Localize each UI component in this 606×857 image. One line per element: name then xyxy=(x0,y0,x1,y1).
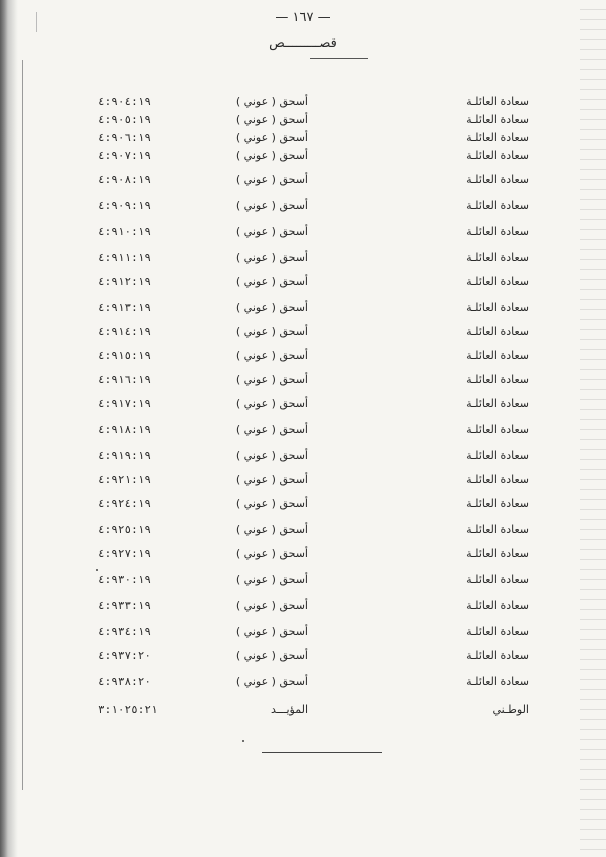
ink-dot xyxy=(242,740,244,742)
record-row xyxy=(0,324,606,349)
record-value: ٤:٩٠٥:١٩ xyxy=(98,113,151,126)
record-row xyxy=(0,448,606,473)
record-row xyxy=(0,572,606,597)
total-party-name: الوطـني xyxy=(492,703,529,716)
record-row xyxy=(0,496,606,521)
party-name: سعادة العائلـة xyxy=(466,473,529,486)
record-row xyxy=(0,598,606,623)
record-row xyxy=(0,674,606,699)
record-row xyxy=(0,422,606,447)
party-name: سعادة العائلـة xyxy=(466,275,529,288)
candidate-name: أسحق ( عوني ) xyxy=(235,547,308,560)
record-row xyxy=(0,198,606,223)
candidate-name: أسحق ( عوني ) xyxy=(235,301,308,314)
record-value: ٤:٩١٣:١٩ xyxy=(98,301,151,314)
candidate-name: أسحق ( عوني ) xyxy=(235,373,308,386)
record-row xyxy=(0,372,606,397)
record-value: ٤:٩١٤:١٩ xyxy=(98,325,151,338)
candidate-name: أسحق ( عوني ) xyxy=(235,131,308,144)
record-row xyxy=(0,648,606,673)
candidate-name: أسحق ( عوني ) xyxy=(235,95,308,108)
total-value: ٣:١٠٢٥:٢١ xyxy=(98,703,158,716)
party-name: سعادة العائلـة xyxy=(466,423,529,436)
record-row xyxy=(0,148,606,173)
party-name: سعادة العائلـة xyxy=(466,325,529,338)
record-value: ٤:٩٣٣:١٩ xyxy=(98,599,151,612)
party-name: سعادة العائلـة xyxy=(466,649,529,662)
record-value: ٤:٩٣٠:١٩ xyxy=(98,573,151,586)
record-value: ٤:٩٢١:١٩ xyxy=(98,473,151,486)
candidate-name: أسحق ( عوني ) xyxy=(235,173,308,186)
candidate-name: أسحق ( عوني ) xyxy=(235,523,308,536)
record-value: ٤:٩١٥:١٩ xyxy=(98,349,151,362)
record-row xyxy=(0,546,606,571)
candidate-name: أسحق ( عوني ) xyxy=(235,199,308,212)
party-name: سعادة العائلـة xyxy=(466,497,529,510)
party-name: سعادة العائلـة xyxy=(466,113,529,126)
record-value: ٤:٩٠٧:١٩ xyxy=(98,149,151,162)
party-name: سعادة العائلـة xyxy=(466,149,529,162)
record-row xyxy=(0,250,606,275)
party-name: سعادة العائلـة xyxy=(466,301,529,314)
candidate-name: أسحق ( عوني ) xyxy=(235,275,308,288)
record-row xyxy=(0,274,606,299)
candidate-name: أسحق ( عوني ) xyxy=(235,251,308,264)
record-row xyxy=(0,224,606,249)
record-value: ٤:٩١٦:١٩ xyxy=(98,373,151,386)
party-name: سعادة العائلـة xyxy=(466,675,529,688)
record-value: ٤:٩٠٨:١٩ xyxy=(98,173,151,186)
record-row xyxy=(0,172,606,197)
record-value: ٤:٩٣٨:٢٠ xyxy=(98,675,151,688)
candidate-name: أسحق ( عوني ) xyxy=(235,675,308,688)
candidate-name: أسحق ( عوني ) xyxy=(235,473,308,486)
party-name: سعادة العائلـة xyxy=(466,95,529,108)
candidate-name: أسحق ( عوني ) xyxy=(235,397,308,410)
party-name: سعادة العائلـة xyxy=(466,173,529,186)
record-value: ٤:٩٢٥:١٩ xyxy=(98,523,151,536)
party-name: سعادة العائلـة xyxy=(466,199,529,212)
heading-underline xyxy=(310,58,368,59)
candidate-name: أسحق ( عوني ) xyxy=(235,625,308,638)
record-row xyxy=(0,472,606,497)
record-row xyxy=(0,300,606,325)
candidate-name: أسحق ( عوني ) xyxy=(235,325,308,338)
party-name: سعادة العائلـة xyxy=(466,373,529,386)
record-value: ٤:٩١٠:١٩ xyxy=(98,225,151,238)
record-row xyxy=(0,522,606,547)
candidate-name: أسحق ( عوني ) xyxy=(235,449,308,462)
page-heading: قصـــــــــص xyxy=(269,36,337,51)
party-name: سعادة العائلـة xyxy=(466,397,529,410)
record-value: ٤:٩١٨:١٩ xyxy=(98,423,151,436)
record-row xyxy=(0,348,606,373)
total-candidate-name: المؤيـــد xyxy=(271,703,308,716)
party-name: سعادة العائلـة xyxy=(466,547,529,560)
party-name: سعادة العائلـة xyxy=(466,225,529,238)
candidate-name: أسحق ( عوني ) xyxy=(235,349,308,362)
party-name: سعادة العائلـة xyxy=(466,349,529,362)
candidate-name: أسحق ( عوني ) xyxy=(235,225,308,238)
record-value: ٤:٩١٩:١٩ xyxy=(98,449,151,462)
closing-rule xyxy=(262,752,382,753)
ink-dot xyxy=(96,569,98,571)
party-name: سعادة العائلـة xyxy=(466,599,529,612)
party-name: سعادة العائلـة xyxy=(466,523,529,536)
record-value: ٤:٩٢٤:١٩ xyxy=(98,497,151,510)
record-value: ٤:٩١٢:١٩ xyxy=(98,275,151,288)
party-name: سعادة العائلـة xyxy=(466,251,529,264)
candidate-name: أسحق ( عوني ) xyxy=(235,497,308,510)
party-name: سعادة العائلـة xyxy=(466,625,529,638)
page-number: — ١٦٧ — xyxy=(275,10,331,25)
candidate-name: أسحق ( عوني ) xyxy=(235,149,308,162)
candidate-name: أسحق ( عوني ) xyxy=(235,599,308,612)
record-value: ٤:٩٣٤:١٩ xyxy=(98,625,151,638)
record-value: ٤:٩٠٩:١٩ xyxy=(98,199,151,212)
record-row xyxy=(0,396,606,421)
record-value: ٤:٩١١:١٩ xyxy=(98,251,151,264)
candidate-name: أسحق ( عوني ) xyxy=(235,423,308,436)
record-value: ٤:٩٠٦:١٩ xyxy=(98,131,151,144)
candidate-name: أسحق ( عوني ) xyxy=(235,649,308,662)
record-value: ٤:٩٣٧:٢٠ xyxy=(98,649,151,662)
candidate-name: أسحق ( عوني ) xyxy=(235,573,308,586)
record-value: ٤:٩٠٤:١٩ xyxy=(98,95,151,108)
party-name: سعادة العائلـة xyxy=(466,573,529,586)
party-name: سعادة العائلـة xyxy=(466,131,529,144)
record-row xyxy=(0,624,606,649)
record-value: ٤:٩١٧:١٩ xyxy=(98,397,151,410)
record-value: ٤:٩٢٧:١٩ xyxy=(98,547,151,560)
party-name: سعادة العائلـة xyxy=(466,449,529,462)
candidate-name: أسحق ( عوني ) xyxy=(235,113,308,126)
total-row xyxy=(0,702,606,727)
